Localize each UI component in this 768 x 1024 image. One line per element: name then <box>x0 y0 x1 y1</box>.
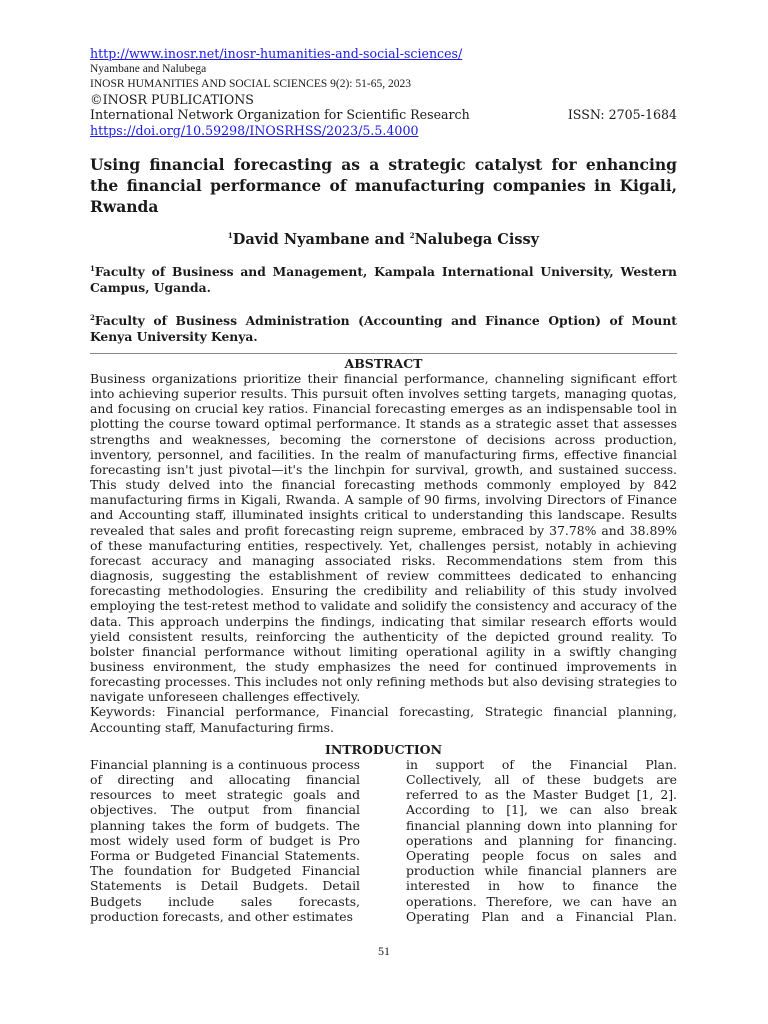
affiliation-2 <box>90 313 677 345</box>
author2-name: Nalubega Cissy <box>414 231 540 248</box>
introduction-left-column: Financial planning is a continuous process of directing and allocating financial resources to meet strategic goals and objectives. The output from financial planning takes the form of budgets. The most widely used form of budget is Pro Forma or Budgeted Financial Statements. The foundation for Budgeted Financial Statements is Detail Budgets. Detail Budgets include sales forecasts, production forecasts, and other estimates <box>90 756 360 924</box>
introduction-heading: INTRODUCTION <box>324 741 442 757</box>
page-number: 51 <box>378 944 390 958</box>
introduction-right-column: in support of the Financial Plan. Collectively, all of these budgets are referred to as the Master Budget [1, 2]. According to [1], we can also break financial planning down into planning for operations and planning for financing. Operating people focus on sales and production while financial planners are interested in how to finance the operations. Therefore, we can have an Operating Plan and a Financial Plan. <box>406 756 677 924</box>
author-line <box>90 231 677 248</box>
author2-superscript: 2 <box>409 231 415 241</box>
introduction-columns <box>90 757 677 924</box>
abstract-body: Business organizations prioritize their financial performance, channeling significant effort into achieving superior results. This pursuit often involves setting targets, managing quotas, and focusing on crucial key ratios. Financial forecasting emerges as an indispensable tool in plotting the course toward optimal performance. It stands as a strategic asset that assesses strengths and weaknesses, becoming the cornerstone of decisions across production, inventory, personnel, and facilities. In the realm of manufacturing firms, effective financial forecasting isn't just pivotal—it's the linchpin for survival, growth, and sustained success. This study delved into the financial forecasting methods commonly employed by 842 manufacturing firms in Kigali, Rwanda. A sample of 90 firms, involving Directors of Finance and Accounting staff, illuminated insights critical to understanding this landscape. Results revealed that sales and profit forecasting reign supreme, embraced by 37.78% and 38.89% of these manufacturing entities, respectively. Yet, challenges persist, notably in achieving forecast accuracy and managing associated risks. Recommendations stem from this diagnosis, suggesting the establishment of review committees dedicated to enhancing forecasting methodologies. Ensuring the credibility and reliability of this study involved employing the test-retest method to validate and solidify the consistency and accuracy of the data. This approach underpins the findings, indicating that similar research efforts would yield consistent results, reinforcing the authenticity of the depicted ground reality. To bolster financial performance without limiting operational agility in a swiftly changing business environment, the study emphasizes the need for continued improvements in forecasting processes. This includes not only refining methods but also devising strategies to navigate unforeseen challenges effectively. <box>90 371 677 705</box>
journal-header <box>90 46 677 138</box>
affiliation-1-superscript: 1 <box>90 263 95 273</box>
section-divider <box>90 353 677 354</box>
affiliation-2-superscript: 2 <box>90 312 95 322</box>
journal-citation: INOSR HUMANITIES AND SOCIAL SCIENCES 9(2): 51-65, 2023 <box>90 77 411 90</box>
publisher-line: ©INOSR PUBLICATIONS <box>90 91 254 107</box>
keywords: Keywords: Financial performance, Financial forecasting, Strategic financial planning, Accounting staff, Manufacturing firms. <box>90 704 677 735</box>
author1-superscript: 1 <box>227 231 233 241</box>
affiliation-1 <box>90 264 677 296</box>
running-authors: Nyambane and Nalubega <box>90 62 207 75</box>
author1-name: David Nyambane and <box>232 231 410 248</box>
doi-link[interactable]: https://doi.org/10.59298/INOSRHSS/2023/5.5.4000 <box>90 122 419 138</box>
paper-title: Using financial forecasting as a strategic catalyst for enhancing the financial performance of manufacturing companies in Kigali, Rwanda <box>90 155 677 216</box>
organization-line: International Network Organization for Scientific Research <box>90 107 470 122</box>
journal-url-link[interactable]: http://www.inosr.net/inosr-humanities-and-social-sciences/ <box>90 46 463 61</box>
affiliation-2-text: Faculty of Business Administration (Accounting and Finance Option) of Mount Kenya University Kenya. <box>90 313 677 344</box>
issn: ISSN: 2705-1684 <box>567 107 677 122</box>
paper-page <box>90 46 677 924</box>
affiliation-1-text: Faculty of Business and Management, Kampala International University, Western Campus, Uganda. <box>90 264 677 295</box>
abstract-heading: ABSTRACT <box>344 356 423 371</box>
